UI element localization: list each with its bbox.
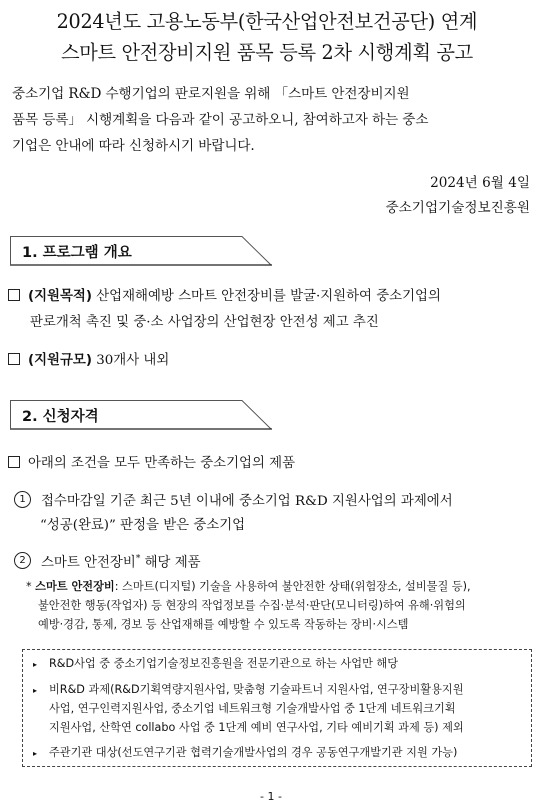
detail-bullet-2-text1: 비R&D 과제(R&D기획역량지원사업, 맞춤형 기술파트너 지원사업, 연구장비활용지원 — [49, 683, 464, 696]
document-title-line2: 스마트 안전장비지원 품목 등록 2차 시행계획 공고 — [60, 41, 473, 64]
support-scale-line — [8, 348, 169, 374]
triangle-bullet-icon: ▸ — [33, 660, 38, 669]
condition1-line2: “성공(완료)” 판정을 받은 중소기업 — [40, 518, 246, 533]
condition2-text: 스마트 안전장비 — [41, 555, 136, 571]
section1-heading: 1. 프로그램 개요 — [22, 245, 132, 261]
support-scale-label: (지원규모) — [28, 353, 92, 368]
page-number: - 1 - — [260, 790, 282, 803]
condition2-tail: 해당 제품 — [140, 555, 201, 571]
announcement-date: 2024년 6월 4일 — [430, 175, 530, 191]
triangle-bullet-icon: ▸ — [33, 686, 38, 695]
section1-heading-box — [10, 236, 272, 265]
note-star: * — [26, 580, 32, 593]
support-purpose-text: 산업재해예방 스마트 안전장비를 발굴·지원하여 중소기업의 — [91, 289, 441, 304]
note-line2: 불안전한 행동(작업자) 등 현장의 작업정보를 수집·분석·판단(모니터링)하여 유해·위험의 — [38, 599, 466, 612]
support-purpose-label: (지원목적) — [28, 289, 92, 304]
eligibility-intro-text: 아래의 조건을 모두 만족하는 중소기업의 제품 — [28, 456, 296, 471]
eligibility-intro — [8, 451, 295, 477]
footnote-marker: * — [135, 554, 141, 564]
triangle-bullet-icon: ▸ — [33, 749, 38, 758]
issuing-organization: 중소기업기술정보진흥원 — [385, 200, 530, 216]
detail-bullet-2 — [33, 680, 464, 700]
conditions-detail-box — [22, 649, 532, 767]
condition1-text: 접수마감일 기준 최근 5년 이내에 중소기업 R&D 지원사업의 과제에서 — [41, 494, 453, 509]
note-text1: : 스마트(디지털) 기술을 사용하여 불안전한 상태(위험장소, 설비물질 등), — [114, 580, 471, 593]
circled-number-two: 2 — [14, 552, 31, 569]
support-purpose-line1 — [8, 284, 441, 310]
condition2-line — [14, 546, 201, 576]
checkbox-square-icon — [8, 289, 20, 301]
detail-bullet-2-line2: 사업, 연구인력지원사업, 중소기업 네트워크형 기술개발사업 중 1단계 네트워크기획 — [49, 702, 456, 715]
condition1-line1 — [14, 489, 453, 515]
note-line3: 예방·경감, 통제, 경보 등 산업재해를 예방할 수 있도록 작동하는 장비·시스템 — [38, 618, 409, 631]
detail-bullet-1 — [33, 654, 398, 674]
detail-bullet-1-text: R&D사업 중 중소기업기술정보진흥원을 전문기관으로 하는 사업만 해당 — [49, 657, 399, 670]
intro-line3: 기업은 안내에 따라 신청하시기 바랍니다. — [12, 138, 255, 154]
document-title-line1: 2024년도 고용노동부(한국산업안전보건공단) 연계 — [56, 10, 478, 33]
checkbox-square-icon — [8, 456, 20, 468]
intro-line1: 중소기업 R&D 수행기업의 판로지원을 위해 「스마트 안전장비지원 — [12, 86, 410, 102]
circled-number-one: 1 — [14, 491, 31, 508]
intro-line2: 품목 등록」 시행계획을 다음과 같이 공고하오니, 참여하고자 하는 중소 — [12, 112, 429, 128]
note-term: 스마트 안전장비 — [35, 580, 115, 593]
support-purpose-line2: 판로개척 촉진 및 중·소 사업장의 산업현장 안전성 제고 추진 — [30, 315, 379, 330]
detail-bullet-3 — [33, 743, 457, 763]
section2-heading-box — [10, 400, 272, 429]
checkbox-square-icon — [8, 353, 20, 365]
support-scale-text: 30개사 내외 — [91, 353, 170, 368]
note-line1 — [26, 577, 471, 596]
detail-bullet-2-line3: 지원사업, 산학연 collabo 사업 중 1단계 예비 연구사업, 기타 예비기획 과제 등) 제외 — [49, 721, 464, 734]
section2-heading: 2. 신청자격 — [22, 409, 99, 425]
detail-bullet-3-text: 주관기관 대상(선도연구기관 협력기술개발사업의 경우 공동연구개발기관 지원 가능) — [49, 746, 458, 759]
